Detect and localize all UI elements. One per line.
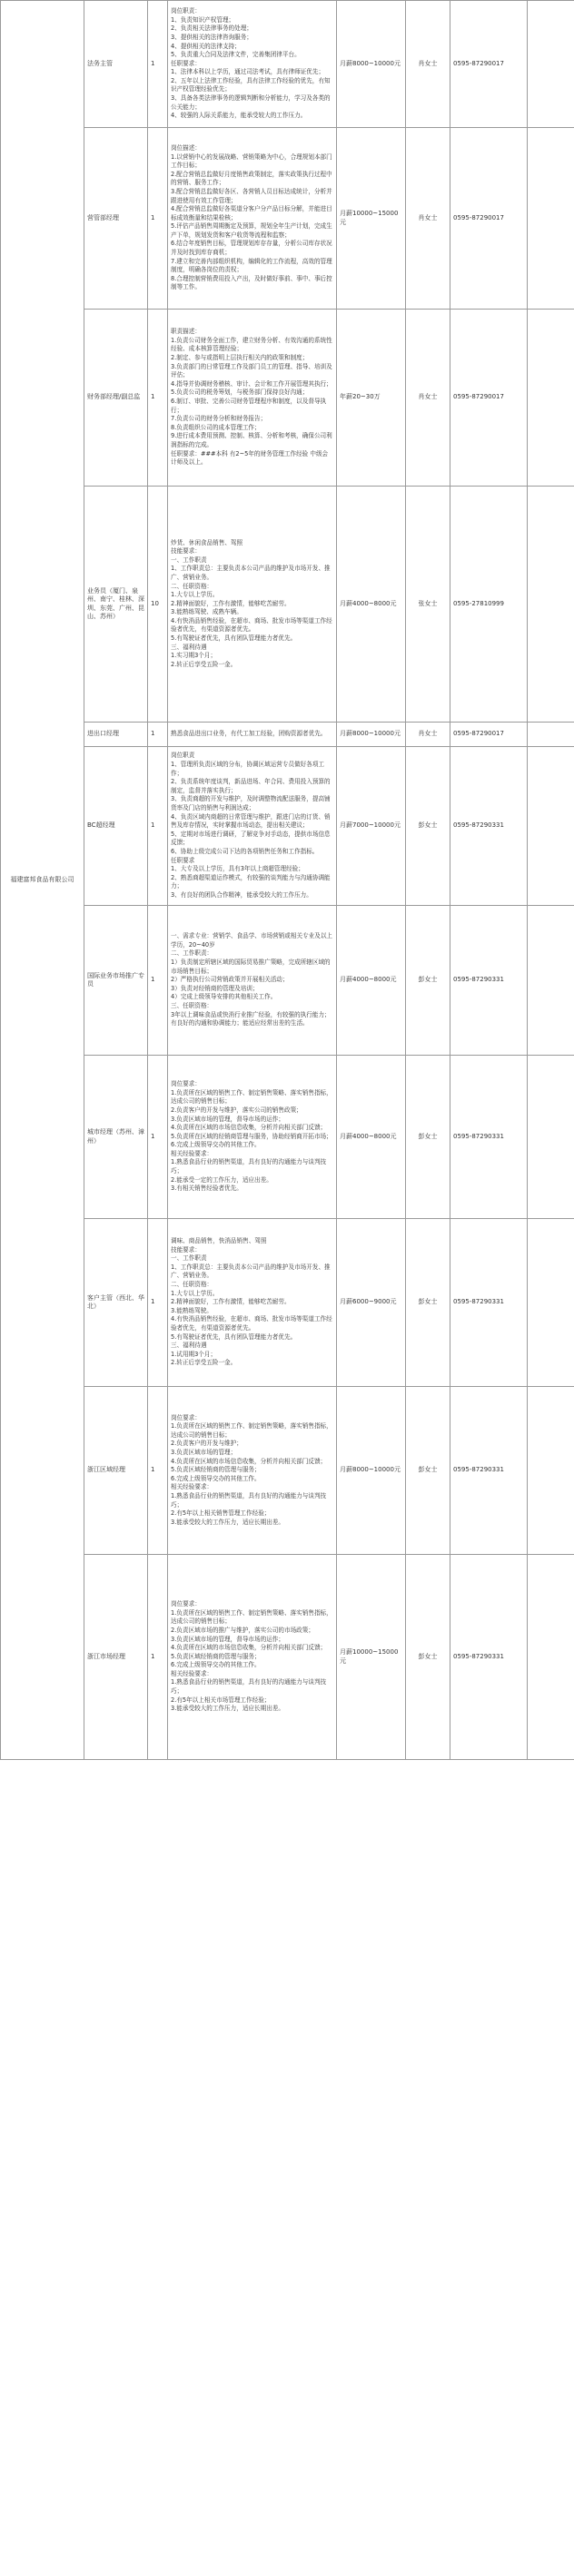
salary-cell: 月薪7000~10000元 [337,747,406,906]
salary-cell: 月薪10000~15000元 [337,1555,406,1760]
job-row [1,1,574,128]
empty-cell [528,1387,574,1555]
job-description-cell: 岗位职责： 1、负责知识产权管理； 2、负责相关法律事务的处理； 3、提供相关的法律咨询服务； 4、提供相关的法律支持； 5、负责重大合同及法律文件，完善集团律平台。 任职要求： 1、法律本科以上学历，通过司法考试，具有律师证优先； 2、五年以上法律工作经验，具有法律工作经验的优先，有知识产权管理经验优先； 3、具备各类法律事务的逻辑判断和分析能力，学习及各类的公关能力； 4、较强的人际关系能力，能承受较大的工作压力。 [168,1,337,128]
job-row [1,1555,574,1760]
phone-cell: 0595-87290331 [450,1555,528,1760]
position-cell: 进出口经理 [84,723,148,747]
empty-cell [528,128,574,310]
job-description-cell: 岗位职责 1、管理所负责区域的分布，协调区域运营专员做好各项工作； 2、负责系统年度谈判，新品进场、年合同、费用投入预算的制定，监督并落实执行； 3、负责商超的开发与维护，及时调整物流配送服务，提高铺货率及门店的销售与利润达成； 4、负责区域内商超的日常管理与维护，跟进门店的订货、销售及库存情况，实时掌握市场动态，提出相关建议； 5、定期对市场进行调研，了解竞争对手动态，提供市场信息反馈； 6、协助上级完成公司下达的各项销售任务和工作指标。 任职要求 1、大专及以上学历，具有3年以上商超管理经验； 2、熟悉商超渠道运作模式，有较强的谈判能力与沟通协调能力； 3、有良好的团队合作精神，能承受较大的工作压力。 [168,747,337,906]
contact-person-cell: 肖女士 [406,310,450,487]
headcount-cell: 1 [148,723,168,747]
empty-cell [528,310,574,487]
headcount-cell: 1 [148,747,168,906]
salary-cell: 年薪20~30万 [337,310,406,487]
phone-cell: 0595-87290331 [450,1219,528,1387]
empty-cell [528,1555,574,1760]
salary-cell: 月薪10000~15000元 [337,128,406,310]
salary-cell: 月薪4000~8000元 [337,1056,406,1219]
phone-cell: 0595-87290017 [450,1,528,128]
position-cell: 国际业务市场推广专员 [84,906,148,1056]
headcount-cell: 1 [148,1555,168,1760]
job-description-cell: 岗位描述： 1.以营销中心的发展战略、营销策略为中心，合理规划本部门工作目标； 2.配合营销总监做好月度销售政策制定，落实政策执行过程中的营销、服务工作； 3.配合营销总监做好各区、各营销人员目标达成统计，分析并跟进使用有效工作管理； 4.配合营销总监做好各渠道分客户分产品目标分解，并能进目标成效衡量和结果检核； 5.评估产品销售周期衡定及预算，规划全年生产计划，完成生产下单，规划发货和客户收货等流程和监察； 6.结合年度销售目标，管理规划库存存量，分析公司库存状况并及时找到库存商机； 7.建立和完善内部组织机构，编辑化的工作流程，高效的管理制度，明确各岗位的责权； 8.合理控制营销费用投入产出，及时做好事前、事中、事后控制等工作。 [168,128,337,310]
contact-person-cell: 彭女士 [406,1387,450,1555]
headcount-cell: 1 [148,128,168,310]
phone-cell: 0595-87290331 [450,747,528,906]
headcount-cell: 1 [148,1387,168,1555]
headcount-cell: 1 [148,1056,168,1219]
phone-cell: 0595-87290017 [450,723,528,747]
job-description-cell: 熟悉食品进出口业务，有代工加工经验，团购资源者优先。 [168,723,337,747]
empty-cell [528,487,574,723]
empty-cell [528,1219,574,1387]
job-row [1,1387,574,1555]
position-cell: BC超经理 [84,747,148,906]
job-description-cell: 炒货、休闲食品销售、驾照 技能要求： 一、工作职责 1、工作职责总：主要负责本公司产品的维护及市场开发、推广、营销业务。 二、任职资格： 1.大专以上学历。 2.精神面貌好，工作有激情，能够吃苦耐劳。 3.能熟练驾驶、成熟车辆。 4.有快消品销售经验，在超市、商场、批发市场等渠道工作经验者优先，有渠道资源者优先。 5.有驾驶证者优先，具有团队管理能力者优先。 三、福利待遇 1.实习期3个月； 2.转正后享受五险一金。 [168,487,337,723]
phone-cell: 0595-87290017 [450,310,528,487]
headcount-cell: 1 [148,310,168,487]
contact-person-cell: 肖女士 [406,723,450,747]
job-description-cell: 岗位要求： 1.负责所在区域的销售工作、制定销售策略，落实销售指标，达成公司的销售目标； 2.负责客户的开发与维护； 3.负责区域市场的管理； 4.负责所在区域的市场信息收集，分析并向相关部门反馈； 5.负责区域经销商的管理与服务； 6.完成上级领导交办的其他工作。 相关经验要求： 1.熟悉食品行业的销售渠道，具有良好的沟通能力与谈判技巧； 2.有5年以上相关销售管理工作经验； 3.能承受较大的工作压力，适应长期出差。 [168,1387,337,1555]
job-description-cell: 调味、商品销售，快消品销售、驾照 技能要求： 一、工作职责 1、工作职责总：主要负责本公司产品的维护及市场开发、推广、营销业务。 二、任职资格： 1.大专以上学历。 2.精神面貌好，工作有激情，能够吃苦耐劳。 3.能熟练驾驶。 4.有快消品销售经验，在超市、商场、批发市场等渠道工作经验者优先，有渠道资源者优先。 5.有驾驶证者优先，具有团队管理能力者优先。 三、福利待遇 1.试用期3个月； 2.转正后享受五险一金。 [168,1219,337,1387]
salary-cell: 月薪6000~9000元 [337,1219,406,1387]
position-cell: 城市经理（苏州、漳州） [84,1056,148,1219]
phone-cell: 0595-27810999 [450,487,528,723]
job-description-cell: 岗位要求： 1.负责所在区域的销售工作、制定销售策略、落实销售指标，达成公司的销售目标； 2.负责区域市场的推广与维护，落实公司的市场政策； 3.负责区域市场的管理，督导市场的运作； 4.负责所在区域的市场信息收集，分析并向相关部门反馈； 5.负责区域经销商的管理与服务； 6.完成上级领导交办的其他工作。 相关经验要求： 1.熟悉食品行业的销售渠道，具有良好的沟通能力与谈判技巧； 2.有5年以上相关市场管理工作经验； 3.能承受较大的工作压力，适应长期出差。 [168,1555,337,1760]
contact-person-cell: 张女士 [406,487,450,723]
position-cell: 法务主管 [84,1,148,128]
job-row [1,487,574,723]
salary-cell: 月薪8000~10000元 [337,1387,406,1555]
position-cell: 浙江市场经理 [84,1555,148,1760]
position-cell: 营管部经理 [84,128,148,310]
contact-person-cell: 肖女士 [406,1,450,128]
empty-cell [528,747,574,906]
contact-person-cell: 彭女士 [406,1056,450,1219]
contact-person-cell: 彭女士 [406,906,450,1056]
job-row [1,1056,574,1219]
position-cell: 财务部经理/副总监 [84,310,148,487]
empty-cell [528,1,574,128]
position-cell: 浙江区域经理 [84,1387,148,1555]
empty-cell [528,906,574,1056]
contact-person-cell: 彭女士 [406,1555,450,1760]
job-table-body [1,1,574,1760]
phone-cell: 0595-87290331 [450,1056,528,1219]
job-description-cell: 岗位要求： 1.负责所在区域的销售工作、制定销售策略、落实销售指标，达成公司的销售目标； 2.负责客户的开发与维护，落实公司的销售政策； 3.负责区域市场的管理，督导市场的运作； 4.负责所在区域的市场信息收集，分析并向相关部门反馈； 5.负责所在区域的经销商管理与服务，协助经销商开拓市场； 6.完成上级领导交办的其他工作。 相关经验要求： 1.熟悉食品行业的销售渠道，具有良好的沟通能力与谈判技巧； 2.能承受一定的工作压力，适应出差。 3.有相关销售经验者优先。 [168,1056,337,1219]
salary-cell: 月薪8000~10000元 [337,723,406,747]
job-row [1,1219,574,1387]
job-row [1,310,574,487]
headcount-cell: 1 [148,1,168,128]
phone-cell: 0595-87290331 [450,906,528,1056]
contact-person-cell: 彭女士 [406,1219,450,1387]
empty-cell [528,723,574,747]
position-cell: 客户主管（西北、华北） [84,1219,148,1387]
salary-cell: 月薪4000~8000元 [337,487,406,723]
contact-person-cell: 肖女士 [406,128,450,310]
salary-cell: 月薪4000~8000元 [337,906,406,1056]
contact-person-cell: 彭女士 [406,747,450,906]
phone-cell: 0595-87290017 [450,128,528,310]
job-row [1,747,574,906]
headcount-cell: 10 [148,487,168,723]
headcount-cell: 1 [148,1219,168,1387]
position-cell: 业务员（厦门、泉州、南宁、桂林、深圳、东莞、广州、昆山、苏州） [84,487,148,723]
job-row [1,723,574,747]
empty-cell [528,1056,574,1219]
job-row [1,906,574,1056]
job-description-cell: 职责描述： 1.负责公司财务全面工作，建立财务分析、有效沟通的系统性经验、成本核算管理经验； 2.制定、参与或指明上层执行相关内的政策和制度； 3.负责部门的日常管理工作及部门员工的管理、指导、培训及评估； 4.指导并协调财务稽核、审计、会计和工作开展管理其执行； 5.负责公司的税务筹划，与税务部门保持良好沟通； 6.制订、审批、完善公司财务管理程序和制度，以及督导执行； 7.负责公司的财务分析和财务报告； 8.负责组织公司的成本管理工作； 9.进行成本费用预测、控制、核算、分析和考核，确保公司利润指标的完成。 任职要求：###本科 有2~5年的财务管理工作经验 中级会计师及以上。 [168,310,337,487]
salary-cell: 月薪8000~10000元 [337,1,406,128]
job-description-cell: 一、需求专业：营销学、食品学、市场营销或相关专业及以上学历，20~40岁 二、工作职责： 1）负责制定所辖区域的国际贸易推广策略，完成所辖区域的市场销售目标； 2）严格执行公司营销政策并开展相关活动； 3）负责对经销商的管理及培训； 4）完成上级领导安排的其他相关工作。 三、任职资格： 3年以上调味食品或快消行业推广经验，有较强的执行能力；有良好的沟通和协调能力；能适应经常出差的生活。 [168,906,337,1056]
company-name-cell: 福建富邦食品有限公司 [1,1,84,1760]
headcount-cell: 1 [148,906,168,1056]
phone-cell: 0595-87290331 [450,1387,528,1555]
job-row [1,128,574,310]
